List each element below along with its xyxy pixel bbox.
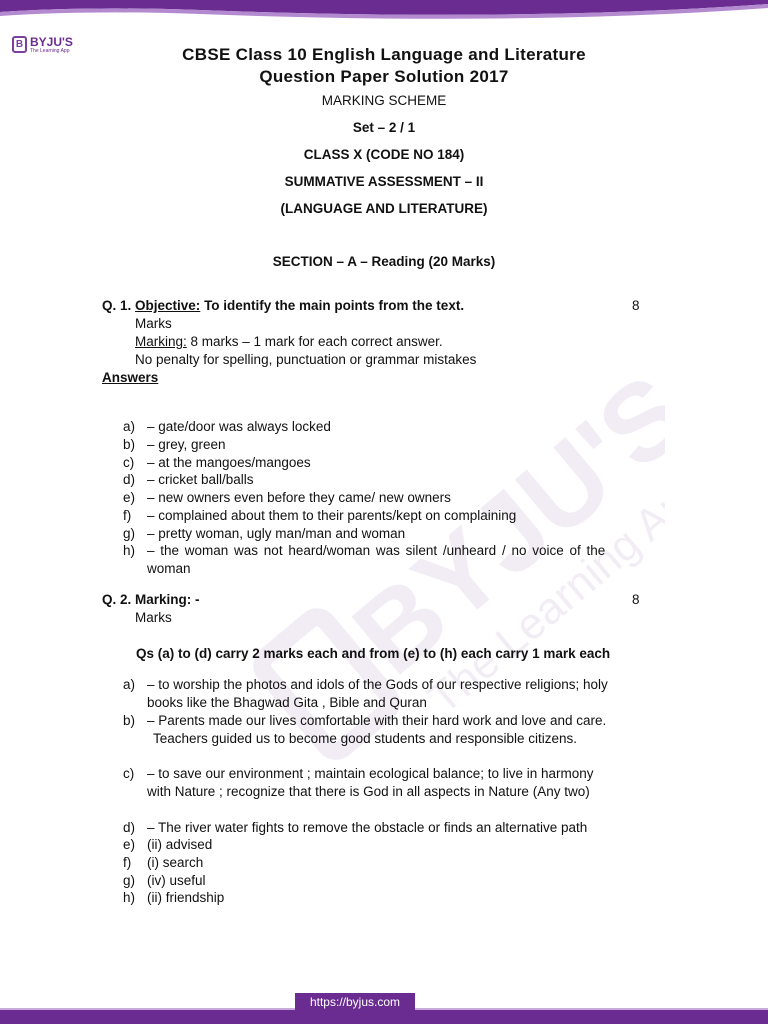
answer-text: – pretty woman, ugly man/man and woman (147, 526, 406, 541)
q2-heading: Q. 2. Marking: - (102, 592, 200, 607)
q2-answer-b (123, 713, 606, 728)
answer-label: c) (123, 455, 135, 470)
q2-answer-f (123, 855, 203, 870)
q1-answer-d (123, 472, 254, 487)
answer-text: – at the mangoes/mangoes (147, 455, 311, 470)
q2-answer-h (123, 890, 224, 905)
answer-text: – new owners even before they came/ new owners (147, 490, 451, 505)
answer-text: (ii) friendship (147, 890, 225, 905)
answer-label: h) (123, 890, 136, 905)
q1-answer-f (123, 508, 516, 523)
q1-answer-b (123, 437, 226, 452)
header-decoration (0, 0, 768, 22)
section-a-heading: SECTION – A – Reading (20 Marks) (272, 254, 496, 269)
answer-label: g) (123, 526, 136, 541)
q1-marking-text: 8 marks – 1 mark for each correct answer. (186, 334, 443, 349)
q1-number: Q. 1. (102, 298, 132, 313)
footer-bar (0, 1010, 768, 1024)
q2-answer-c-continued: with Nature ; recognize that there is God in all aspects in Nature (Any two) (147, 784, 590, 799)
q1-answer-e (123, 490, 451, 505)
answer-label: h) (123, 543, 136, 558)
answer-label: f) (123, 855, 132, 870)
class-code-heading: CLASS X (CODE NO 184) (303, 147, 465, 162)
answer-label: b) (123, 713, 136, 728)
assessment-heading: SUMMATIVE ASSESSMENT – II (284, 174, 484, 189)
q1-answer-a (123, 419, 331, 434)
q2-marks-word: Marks (135, 610, 172, 625)
answer-text: (i) search (147, 855, 204, 870)
document-title-line1: CBSE Class 10 English Language and Literature (182, 45, 586, 64)
answer-text: (iv) useful (147, 873, 206, 888)
answer-text: – gate/door was always locked (147, 419, 331, 434)
document-title-line2: Question Paper Solution 2017 (259, 67, 509, 86)
q2-answer-a (123, 677, 608, 692)
set-heading: Set – 2 / 1 (352, 120, 416, 135)
q1-heading (102, 298, 464, 313)
logo-text: BYJU'S (30, 35, 73, 49)
q2-instruction: Qs (a) to (d) carry 2 marks each and from (e) to (h) each carry 1 mark each (136, 646, 611, 661)
marking-scheme-heading: MARKING SCHEME (321, 93, 447, 108)
answer-text: – to worship the photos and idols of the Gods of our respective religions; holy (147, 677, 608, 692)
q2-marks-number: 8 (632, 592, 640, 607)
answer-label: c) (123, 766, 135, 781)
svg-text:The Learning App: The Learning App (419, 462, 665, 724)
svg-text:BYJU'S: BYJU'S (330, 350, 665, 698)
q1-marking-line (135, 334, 443, 349)
q2-answer-a-continued: books like the Bhagwad Gita , Bible and Quran (147, 695, 427, 710)
answers-heading: Answers (102, 370, 159, 385)
answer-label: e) (123, 837, 136, 852)
q1-objective-label: Objective: (135, 298, 201, 313)
q2-answer-g (123, 873, 206, 888)
q1-marking-label: Marking: (135, 334, 187, 349)
answer-label: f) (123, 508, 132, 523)
q2-answer-c (123, 766, 594, 781)
answer-text: – The river water fights to remove the obstacle or finds an alternative path (147, 820, 588, 835)
answer-label: a) (123, 419, 136, 434)
logo-mark-icon: B (12, 36, 27, 53)
answer-text: (ii) advised (147, 837, 213, 852)
q1-objective-text: To identify the main points from the text. (200, 298, 465, 313)
q1-penalty-note: No penalty for spelling, punctuation or grammar mistakes (135, 352, 477, 367)
q2-answer-d (123, 820, 587, 835)
answer-label: d) (123, 820, 136, 835)
q2-answer-e (123, 837, 212, 852)
q1-answer-g (123, 526, 405, 541)
q1-answer-h (123, 543, 678, 558)
logo-subtitle: The Learning App (30, 48, 70, 54)
q1-answer-h-continued: woman (147, 561, 191, 576)
q1-marks-word: Marks (135, 316, 172, 331)
answer-label: e) (123, 490, 136, 505)
answer-text: – Parents made our lives comfortable with their hard work and love and care. (147, 713, 607, 728)
answer-label: d) (123, 472, 136, 487)
answer-label: b) (123, 437, 136, 452)
answer-text: – to save our environment ; maintain ecological balance; to live in harmony (147, 766, 594, 781)
q1-answer-c (123, 455, 311, 470)
q2-answer-b-continued: Teachers guided us to become good students and responsible citizens. (153, 731, 578, 746)
answer-text: – grey, green (147, 437, 226, 452)
answer-text: – complained about them to their parents/kept on complaining (147, 508, 517, 523)
subject-heading: (LANGUAGE AND LITERATURE) (280, 201, 488, 216)
byjus-watermark (205, 330, 665, 830)
answer-label: g) (123, 873, 136, 888)
q1-marks-number: 8 (632, 298, 640, 313)
footer-url-link[interactable]: https://byjus.com (295, 993, 415, 1011)
answer-text: – cricket ball/balls (147, 472, 254, 487)
answer-label: a) (123, 677, 136, 692)
answer-text: – the woman was not heard/woman was silent /unheard / no voice of the (147, 543, 606, 558)
